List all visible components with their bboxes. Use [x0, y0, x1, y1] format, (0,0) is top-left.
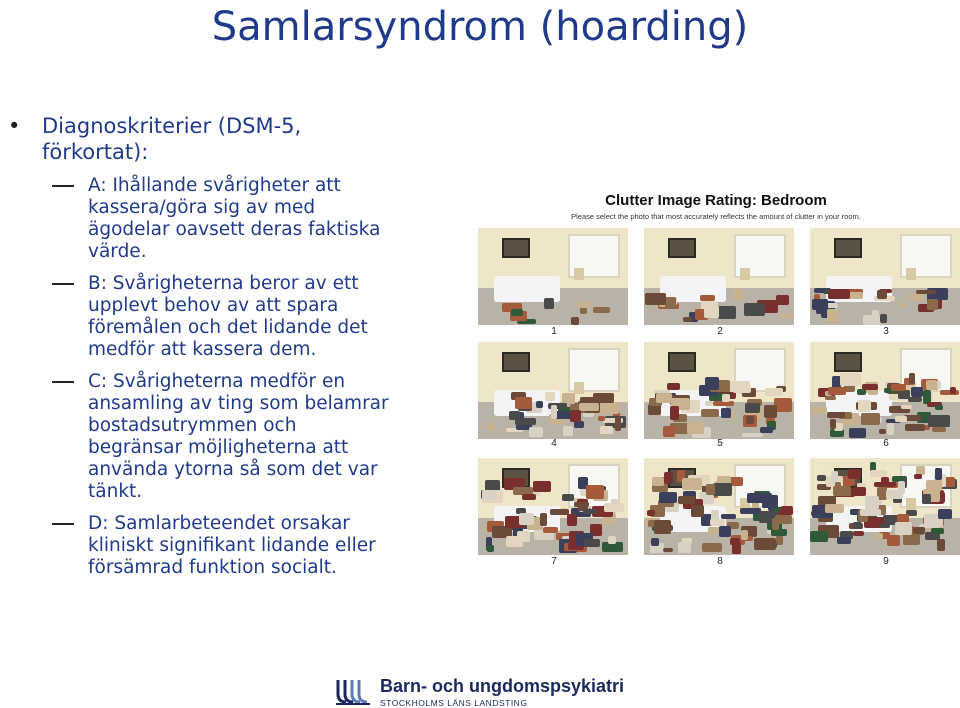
- photo-number-9: 9: [883, 556, 889, 567]
- logo-name: Barn- och ungdomspsykiatri: [380, 676, 625, 696]
- clutter-photo-6: [810, 342, 960, 439]
- photo-number-7: 7: [551, 556, 557, 567]
- dash-icon: [52, 381, 74, 383]
- dash-icon: [52, 185, 74, 187]
- photo-number-5: 5: [717, 438, 723, 449]
- photo-number-2: 2: [717, 326, 723, 337]
- clutter-photo-9: [810, 458, 960, 555]
- dash-icon: [52, 523, 74, 525]
- figure-subtitle: Please select the photo that most accurately reflects the amount of clutter in your room.: [571, 212, 861, 221]
- clutter-photo-1: [478, 228, 628, 325]
- clutter-photo-5: [644, 342, 794, 439]
- criterion-b: [6, 273, 476, 361]
- photo-number-4: 4: [551, 438, 557, 449]
- main-bullet: [6, 113, 476, 165]
- criterion-b-text: B: Svårigheterna beror av ett upplevt behov av att spara föremålen och det lidande det medför att kassera dem.: [88, 273, 368, 360]
- dash-icon: [52, 283, 74, 285]
- slide-title: Samlarsyndrom (hoarding): [211, 4, 749, 50]
- logo-org: STOCKHOLMS LÄNS LANDSTING: [380, 698, 528, 708]
- figure-title: Clutter Image Rating: Bedroom: [605, 192, 827, 209]
- bullet-dot-icon: •: [8, 114, 21, 138]
- clutter-rating-figure: [474, 188, 958, 570]
- criterion-c: [6, 371, 476, 503]
- clutter-photo-8: [644, 458, 794, 555]
- criterion-a-text: A: Ihållande svårigheter att kassera/göra sig av med ägodelar oavsett deras faktiska värde.: [88, 175, 381, 262]
- main-bullet-text: Diagnoskriterier (DSM-5, förkortat):: [42, 114, 302, 164]
- clutter-photo-3: [810, 228, 960, 325]
- footer-logo: [336, 674, 626, 708]
- photo-number-3: 3: [883, 326, 889, 337]
- criterion-a: [6, 175, 476, 263]
- criterion-d: [6, 513, 476, 579]
- criterion-c-text: C: Svårigheterna medför en ansamling av ting som belamrar bostadsutrymmen och begränsar möjligheterna att använda ytorna så som det var tänkt.: [88, 371, 389, 502]
- clutter-photo-7: [478, 458, 628, 555]
- sll-logo-icon: [336, 676, 370, 706]
- clutter-photo-4: [478, 342, 628, 439]
- photo-number-1: 1: [551, 326, 557, 337]
- criteria-list: [6, 113, 476, 579]
- clutter-photo-2: [644, 228, 794, 325]
- criterion-d-text: D: Samlarbeteendet orsakar kliniskt signifikant lidande eller försämrad funktion socialt.: [88, 513, 376, 578]
- photo-number-8: 8: [717, 556, 723, 567]
- photo-number-6: 6: [883, 438, 889, 449]
